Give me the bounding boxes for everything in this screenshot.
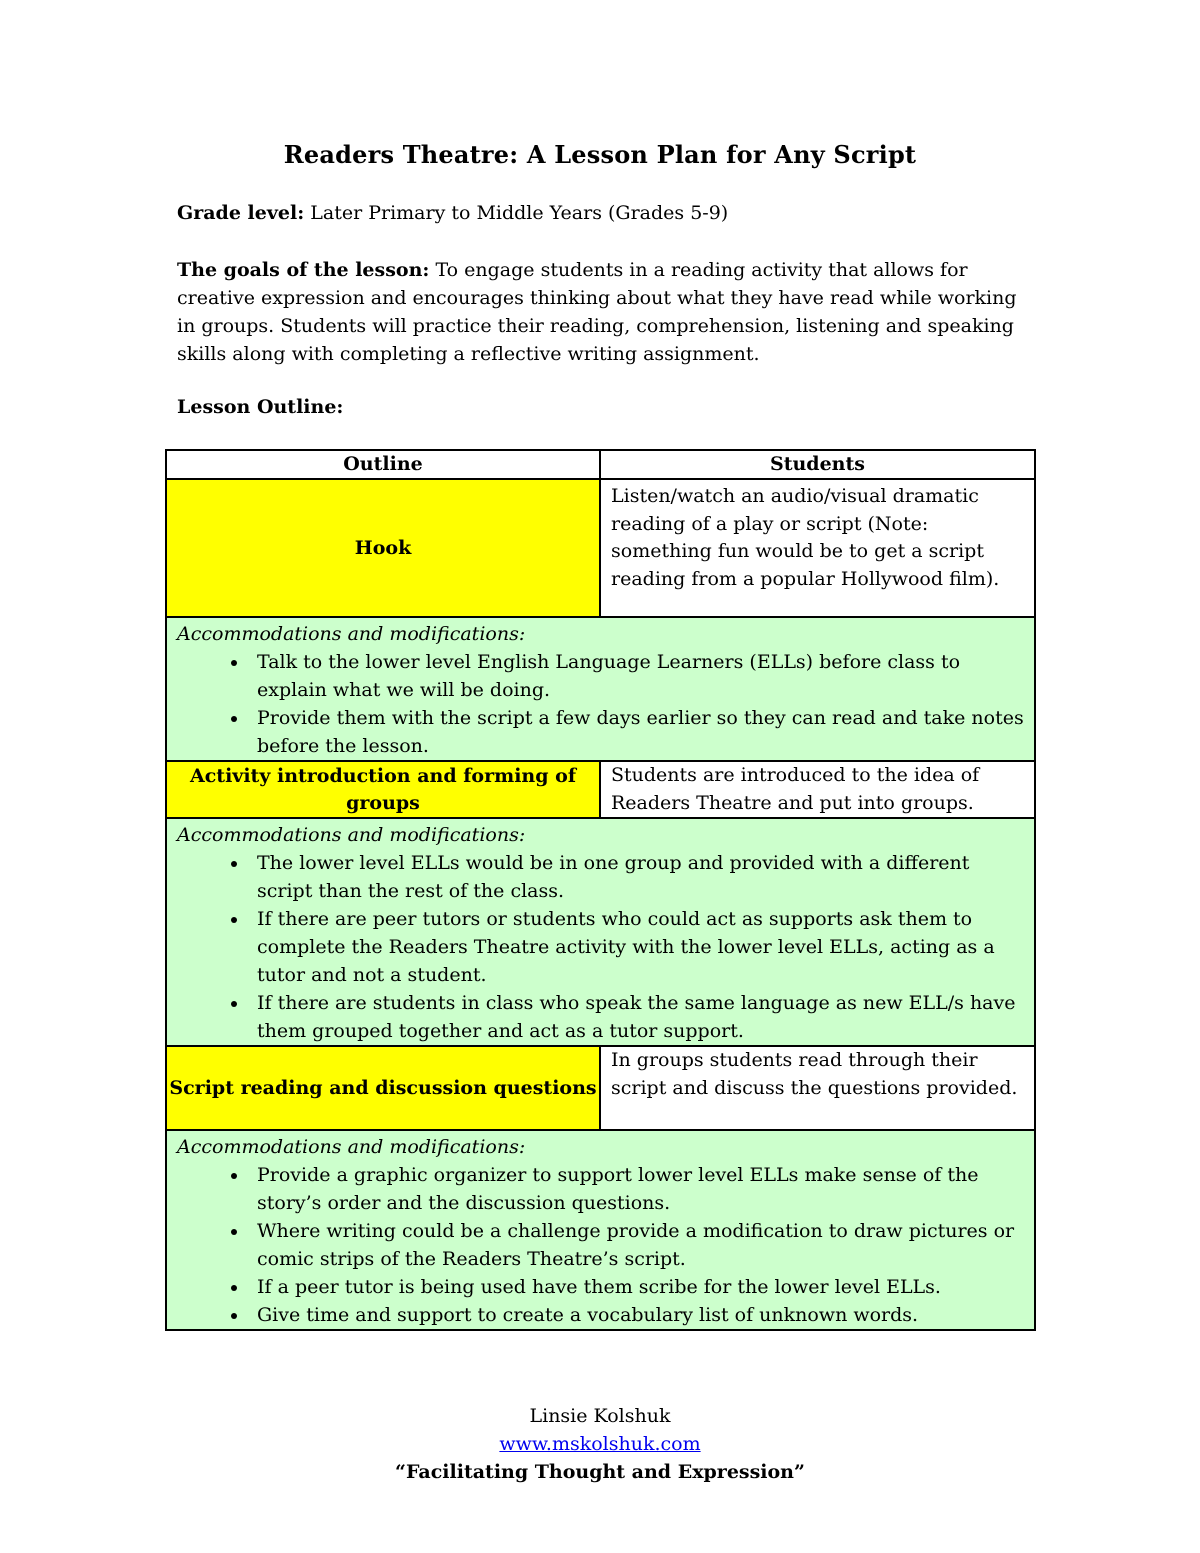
tagline: “Facilitating Thought and Expression” [395, 1461, 805, 1483]
students-cell: In groups students read through their script and discuss the questions provided. [600, 1046, 1035, 1130]
accommodations-label: Accommodations and modifications: [177, 623, 526, 645]
list-item: • If there are students in class who speak the same language as new ELL/s have them grouped together and act as a tutor support. [249, 989, 1026, 1045]
outline-cell: Script reading and discussion questions [166, 1046, 600, 1130]
outline-cell: Activity introduction and forming of groups [166, 761, 600, 818]
list-item: • Give time and support to create a vocabulary list of unknown words. [249, 1301, 1026, 1329]
accommodations-cell [166, 1130, 1035, 1330]
accommodations-row [166, 1130, 1035, 1330]
column-header-students: Students [600, 450, 1035, 479]
accommodations-row [166, 818, 1035, 1046]
list-item: • The lower level ELLs would be in one group and provided with a different script than the rest of the class. [249, 849, 1026, 905]
accommodations-list [177, 648, 1026, 760]
lesson-outline-label: Lesson Outline: [177, 396, 344, 418]
lesson-outline-table [165, 449, 1036, 1331]
students-cell: Students are introduced to the idea of Readers Theatre and put into groups. [600, 761, 1035, 818]
list-item: • Where writing could be a challenge provide a modification to draw pictures or comic strips of the Readers Theatre’s script. [249, 1217, 1026, 1273]
footer [0, 1402, 1200, 1486]
goals-text: To engage students in a reading activity that allows for creative expression and encourages thinking about what they have read while working in groups. Students will practice their reading, comprehension, listening and speaking skills along with completing a reflective writing assignment. [177, 259, 1017, 365]
goals-label: The goals of the lesson: [177, 259, 430, 281]
accommodations-row [166, 617, 1035, 761]
list-item: • If there are peer tutors or students who could act as supports ask them to complete the Readers Theatre activity with the lower level ELLs, acting as a tutor and not a student. [249, 905, 1026, 989]
table-header-row [166, 450, 1035, 479]
accommodations-label: Accommodations and modifications: [177, 1136, 526, 1158]
website-link[interactable]: www.mskolshuk.com [499, 1433, 701, 1455]
author-name: Linsie Kolshuk [529, 1405, 671, 1427]
accommodations-cell [166, 818, 1035, 1046]
table-row [166, 761, 1035, 818]
outline-cell: Hook [166, 479, 600, 617]
students-cell: Listen/watch an audio/visual dramatic reading of a play or script (Note: something fun would be to get a script reading from a popular Hollywood film). [600, 479, 1035, 617]
page-title: Readers Theatre: A Lesson Plan for Any Script [283, 140, 917, 169]
column-header-outline: Outline [166, 450, 600, 479]
list-item: • Provide a graphic organizer to support lower level ELLs make sense of the story’s order and the discussion questions. [249, 1161, 1026, 1217]
table-row [166, 479, 1035, 617]
lesson-goals [177, 256, 1017, 368]
accommodations-label: Accommodations and modifications: [177, 824, 526, 846]
grade-level [177, 202, 728, 224]
list-item: • Talk to the lower level English Language Learners (ELLs) before class to explain what we will be doing. [249, 648, 1026, 704]
list-item: • If a peer tutor is being used have them scribe for the lower level ELLs. [249, 1273, 1026, 1301]
accommodations-list [177, 1161, 1026, 1329]
table-row [166, 1046, 1035, 1130]
list-item: • Provide them with the script a few days earlier so they can read and take notes before the lesson. [249, 704, 1026, 760]
accommodations-cell [166, 617, 1035, 761]
grade-label: Grade level: [177, 202, 305, 224]
grade-value: Later Primary to Middle Years (Grades 5-9) [310, 202, 729, 224]
accommodations-list [177, 849, 1026, 1045]
